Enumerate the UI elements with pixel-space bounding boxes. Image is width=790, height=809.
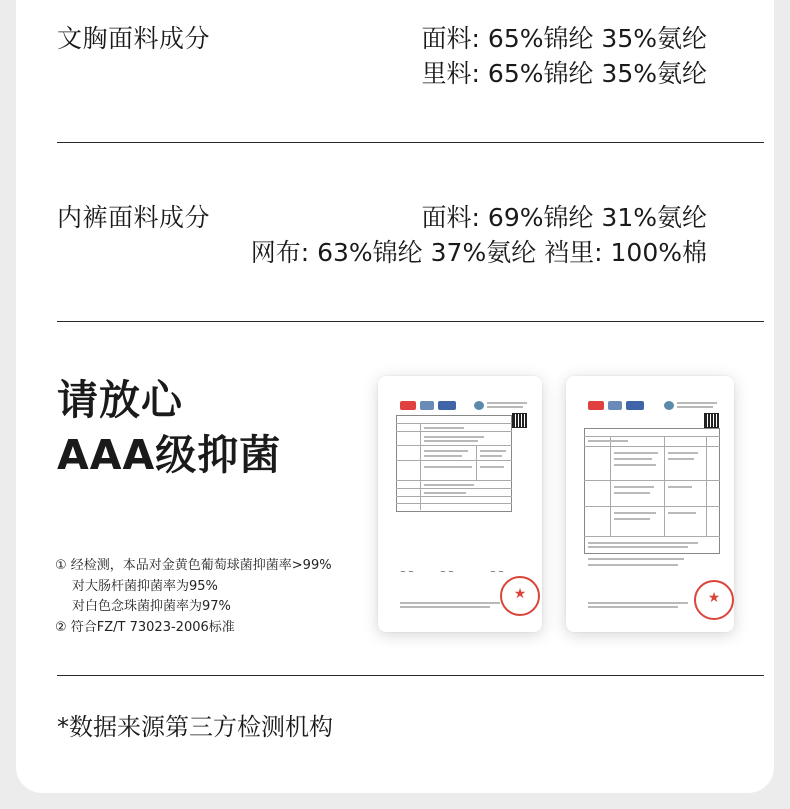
note-candida: 对白色念珠菌抑菌率为97%	[72, 599, 231, 614]
certification-logos	[588, 401, 644, 410]
antibac-title-line2: AAA级抑菌	[57, 431, 282, 479]
bra-fabric-label: 文胸面料成分	[57, 24, 211, 53]
lab-name-text	[487, 402, 527, 404]
cma-logo	[588, 401, 604, 410]
bra-fabric-line1: 面料: 65%锦纶 35%氨纶	[421, 24, 707, 53]
test-report-image-2	[566, 376, 734, 632]
official-seal-icon	[694, 580, 734, 620]
divider	[57, 142, 764, 143]
cnas-logo	[438, 401, 456, 410]
brief-fabric-line2: 网布: 63%锦纶 37%氨纶 裆里: 100%棉	[250, 238, 707, 267]
signature: ~ ~	[400, 568, 414, 576]
cma-logo	[400, 401, 416, 410]
signature: ~ ~	[440, 568, 454, 576]
antibac-notes	[55, 556, 332, 638]
lab-name-text	[487, 406, 523, 408]
note-ecoli: 对大肠杆菌抑菌率为95%	[72, 578, 218, 594]
antibac-title-line1: 请放心	[57, 376, 183, 424]
divider	[57, 675, 764, 676]
data-source-note: *数据来源第三方检测机构	[57, 713, 333, 741]
divider	[57, 321, 764, 322]
bra-fabric-line2: 里料: 65%锦纶 35%氨纶	[421, 59, 707, 88]
lab-logo	[664, 401, 674, 410]
ilac-logo	[608, 401, 622, 410]
note-standard: ② 符合FZ/T 73023-2006标准	[55, 619, 235, 635]
note-staph: ① 经检测，本品对金黄色葡萄球菌抑菌率>99%	[55, 558, 332, 573]
brief-fabric-label: 内裤面料成分	[57, 203, 211, 232]
official-seal-icon	[500, 576, 540, 616]
ilac-logo	[420, 401, 434, 410]
content-card	[16, 0, 774, 793]
lab-logo	[474, 401, 484, 410]
qr-code-icon	[513, 414, 526, 427]
cnas-logo	[626, 401, 644, 410]
report-table	[396, 415, 512, 512]
certification-logos	[400, 401, 456, 410]
qr-code-icon	[705, 414, 718, 427]
brief-fabric-line1: 面料: 69%锦纶 31%氨纶	[421, 203, 707, 232]
test-report-image-1	[378, 376, 542, 632]
signature: ~ ~	[490, 568, 504, 576]
